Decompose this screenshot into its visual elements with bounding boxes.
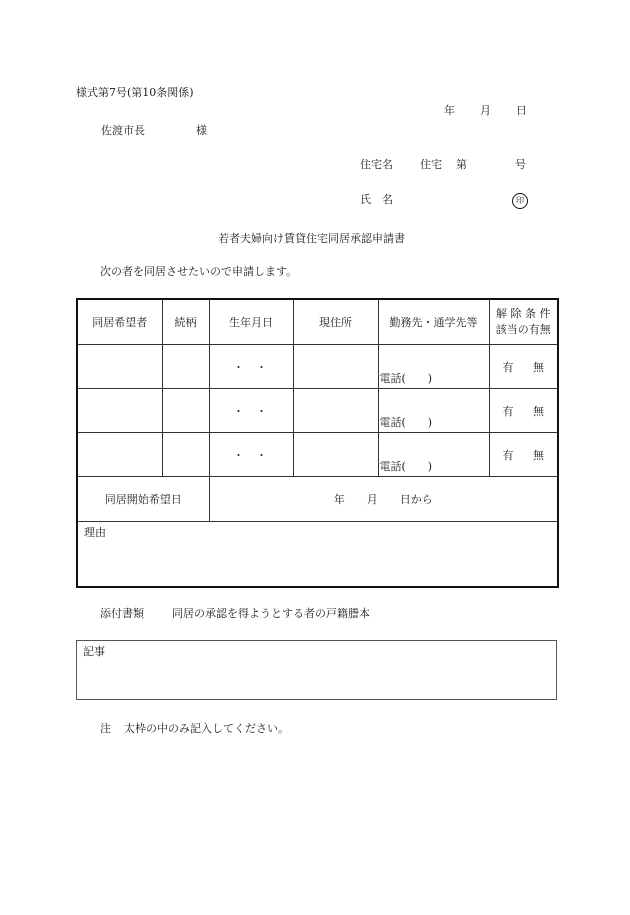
table-header-row [77,299,558,345]
intro-text: 次の者を同居させたいので申請します。 [100,265,298,278]
header-birthdate: 生年月日 [209,299,293,345]
record-label: 記事 [83,645,105,658]
table-row [77,389,558,433]
header-condition-line2: 該当の有無 [495,323,551,336]
cell-address[interactable] [293,389,378,433]
cell-birthdate[interactable] [209,345,293,389]
option-yes[interactable]: 有 [502,405,514,418]
cell-workplace[interactable] [378,345,489,389]
option-no[interactable]: 無 [533,449,544,462]
date-day: 日 [516,104,527,117]
table-row [77,345,558,389]
start-date-label: 同居開始希望日 [77,477,209,522]
header-applicant: 同居希望者 [77,299,162,345]
cell-birthdate[interactable] [209,433,293,477]
cell-applicant-name[interactable] [77,345,162,389]
cell-relation[interactable] [162,433,209,477]
table-row [77,433,558,477]
application-table [76,298,559,588]
header-workplace: 勤務先・通学先等 [378,299,489,345]
cell-birthdate[interactable] [209,389,293,433]
phone-label: 電話( ) [379,416,433,429]
start-date-row [77,477,558,522]
date-year: 年 [444,104,455,117]
header-relation: 続柄 [162,299,209,345]
option-yes[interactable]: 有 [502,361,514,374]
cell-workplace[interactable] [378,433,489,477]
birthdate-separators: ・・ [233,361,279,374]
header-address: 現住所 [293,299,378,345]
start-date-field[interactable]: 年 月 日から [209,477,558,522]
cell-applicant-name[interactable] [77,389,162,433]
cell-relation[interactable] [162,345,209,389]
cell-condition[interactable] [489,389,558,433]
housing-go: 号 [515,158,526,171]
date-month: 月 [480,104,491,117]
option-no[interactable]: 無 [533,361,544,374]
option-yes[interactable]: 有 [502,449,514,462]
cell-address[interactable] [293,345,378,389]
form-number: 様式第7号(第10条関係) [76,86,194,99]
reason-label: 理由 [84,526,106,539]
phone-label: 電話( ) [379,460,433,473]
cell-address[interactable] [293,433,378,477]
housing-dai: 第 [456,158,467,171]
cell-relation[interactable] [162,389,209,433]
birthdate-separators: ・・ [233,449,279,462]
housing-label: 住宅名 [360,158,393,171]
seal-mark: 印 [512,193,528,209]
attachment-label: 添付書類 [100,607,144,620]
cell-condition[interactable] [489,433,558,477]
birthdate-separators: ・・ [233,405,279,418]
record-box[interactable] [76,640,557,700]
header-condition-line1: 解 除 条 件 [496,307,551,320]
housing-prefix: 住宅 [420,158,442,171]
reason-field[interactable] [77,522,558,588]
phone-label: 電話( ) [379,372,433,385]
reason-row [77,522,558,588]
cell-workplace[interactable] [378,389,489,433]
note-text: 太枠の中のみ記入してください。 [124,722,289,735]
option-no[interactable]: 無 [533,405,544,418]
note-label: 注 [100,722,111,735]
addressee: 佐渡市長 [101,124,145,137]
honorific: 様 [196,124,207,137]
name-label: 氏 名 [360,193,393,206]
attachment-value: 同居の承認を得ようとする者の戸籍謄本 [172,607,370,620]
cell-applicant-name[interactable] [77,433,162,477]
document-title: 若者夫婦向け賃貸住宅同居承認申請書 [218,232,405,245]
cell-condition[interactable] [489,345,558,389]
header-condition [489,299,558,345]
